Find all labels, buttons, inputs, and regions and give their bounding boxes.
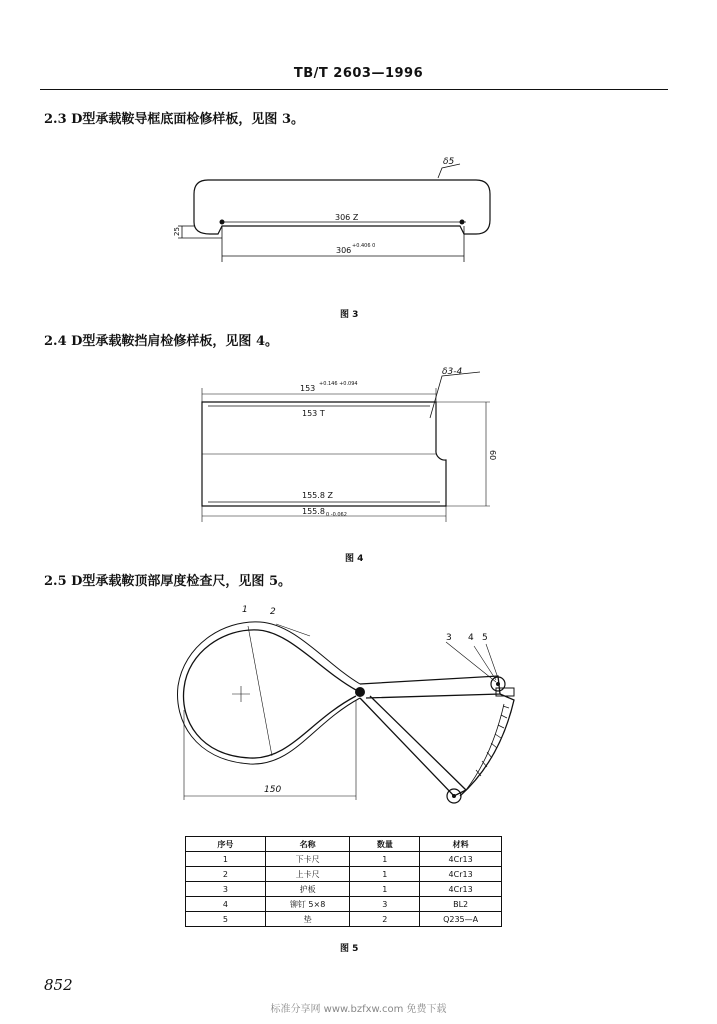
fig4-height-dimension: 60 — [488, 450, 497, 461]
table-cell: 4 — [186, 897, 266, 912]
fig4-top-tolerance: +0.146 +0.094 — [319, 381, 358, 387]
table-cell: 下卡尺 — [265, 852, 350, 867]
section-2-5-text: 2.5 D型承载鞍顶部厚度检查尺，见图 5。 — [44, 574, 291, 589]
fig5-lower-caliper — [184, 630, 356, 758]
table-header: 序号 — [186, 837, 266, 852]
table-header-row — [186, 837, 502, 852]
table-cell: 4Cr13 — [420, 882, 502, 897]
figure-3-drawing — [160, 150, 520, 270]
table-cell: 4Cr13 — [420, 867, 502, 882]
table-cell: 5 — [186, 912, 266, 927]
table-cell: 1 — [186, 852, 266, 867]
table-row — [186, 897, 502, 912]
header-rule — [40, 89, 668, 90]
fig5-callout-5: 5 — [482, 633, 488, 643]
footer-watermark: 标准分享网 www.bzfxw.com 免费下载 — [270, 1004, 447, 1015]
table-row — [186, 882, 502, 897]
figure-4-drawing — [190, 362, 510, 532]
table-cell: 1 — [350, 882, 420, 897]
fig5-pivot-rivet — [355, 687, 365, 697]
figure-5-drawing — [170, 600, 530, 815]
fig5-callout-4: 4 — [468, 633, 474, 643]
fig5-callout-1: 1 — [242, 605, 248, 615]
figure-3-caption: 图 3 — [340, 310, 359, 320]
table-cell: 3 — [350, 897, 420, 912]
fig5-length-dimension: 150 — [264, 785, 282, 795]
fig4-bottom-dimension: 155.8 — [302, 507, 325, 516]
table-cell: 护板 — [265, 882, 350, 897]
fig4-bottom-inner-dimension: 155.8 Z — [302, 491, 333, 500]
section-2-3-text: 2.3 D型承载鞍导框底面检修样板，见图 3。 — [44, 112, 304, 127]
table-header: 数量 — [350, 837, 420, 852]
table-cell: 2 — [186, 867, 266, 882]
section-2-4-text: 2.4 D型承载鞍挡肩检修样板，见图 4。 — [44, 334, 278, 349]
table-cell: 3 — [186, 882, 266, 897]
fig3-inner-dimension: 306 Z — [335, 213, 359, 222]
fig3-height-dimension: 25 — [173, 227, 181, 236]
fig4-thickness-label: δ3-4 — [442, 367, 463, 377]
table-cell: 1 — [350, 852, 420, 867]
fig5-callout-3: 3 — [446, 633, 452, 643]
fig5-parts-table — [185, 836, 502, 927]
table-cell: 垫 — [265, 912, 350, 927]
page-number: 852 — [44, 976, 73, 994]
figure-5-caption: 图 5 — [340, 944, 359, 954]
table-cell: 上卡尺 — [265, 867, 350, 882]
table-cell: Q235—A — [420, 912, 502, 927]
fig4-top-inner-dimension: 153 T — [302, 409, 325, 418]
fig5-upper-caliper — [360, 676, 500, 698]
table-cell: 铆钉 5×8 — [265, 897, 350, 912]
fig3-outer-tolerance: +0.406 0 — [352, 243, 376, 249]
table-header: 材料 — [420, 837, 502, 852]
table-cell: 4Cr13 — [420, 852, 502, 867]
figure-4-caption: 图 4 — [345, 554, 364, 564]
fig3-thickness-label: δ5 — [443, 157, 455, 167]
fig4-top-dimension: 153 — [300, 384, 316, 393]
table-cell: 1 — [350, 867, 420, 882]
table-cell: 2 — [350, 912, 420, 927]
table-row — [186, 912, 502, 927]
fig4-bottom-tolerance: 0 -0.062 — [326, 512, 347, 518]
fig5-guard-plate — [460, 694, 514, 796]
standard-number-header: TB/T 2603—1996 — [293, 66, 424, 81]
table-cell: BL2 — [420, 897, 502, 912]
fig5-callout-2: 2 — [270, 607, 276, 617]
fig3-outer-dimension: 306 — [336, 246, 352, 255]
table-header: 名称 — [265, 837, 350, 852]
table-row — [186, 852, 502, 867]
table-row — [186, 867, 502, 882]
fig3-template-outline — [194, 180, 490, 234]
